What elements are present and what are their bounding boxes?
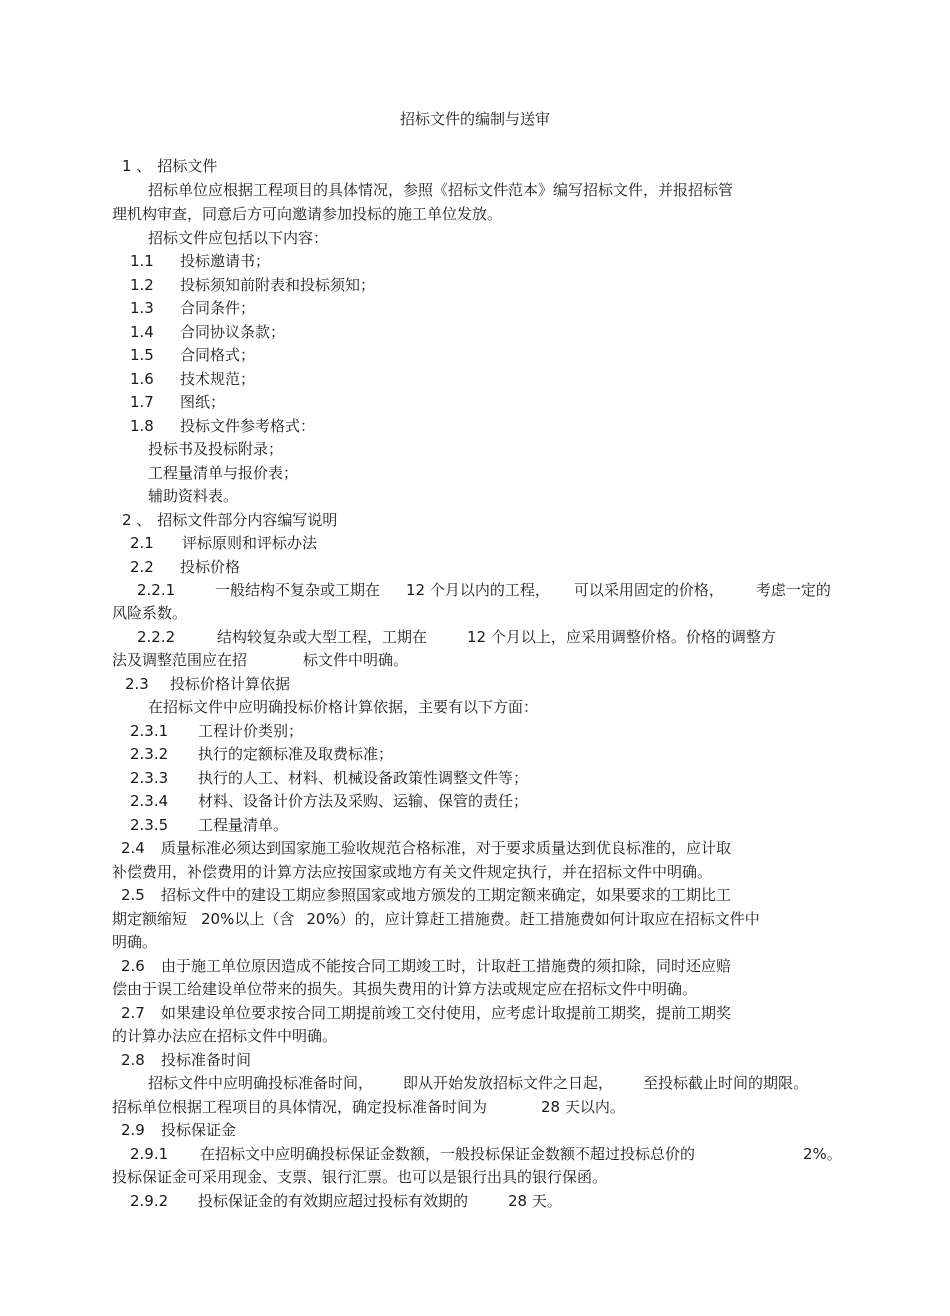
list-item: 1.7 图纸；	[130, 393, 226, 411]
section-1-heading: 1 、 招标文件	[122, 157, 218, 175]
clause-2-9-1: 2.9.1 在招标文中应明确投标保证金数额，一般投标保证金数额不超过投标总价的	[130, 1145, 696, 1163]
subsection-heading: 2.3 投标价格计算依据	[125, 675, 291, 693]
paragraph-line: 投标保证金可采用现金、支票、银行汇票。也可以是银行出具的银行保函。	[112, 1168, 608, 1186]
list-item: 2.3.5 工程量清单。	[130, 816, 289, 834]
paragraph-line: 在招标文件中应明确投标价格计算依据，主要有以下方面：	[148, 698, 539, 716]
list-item: 2.3.4 材料、设备计价方法及采购、运输、保管的责任；	[130, 792, 529, 810]
paragraph-line: 补偿费用，补偿费用的计算方法应按国家或地方有关文件规定执行，并在招标文件中明确。	[112, 863, 713, 881]
clause-2-7: 2.7 如果建设单位要求按合同工期提前竣工交付使用，应考虑计取提前工期奖，提前工期奖	[121, 1004, 732, 1022]
paragraph-line: 招标单位根据工程项目的具体情况，确定投标准备时间为 28 天以内。	[112, 1098, 625, 1116]
paragraph-line: 理机构审查，同意后方可向邀请参加投标的施工单位发放。	[112, 205, 503, 223]
subsection-heading: 2.9 投标保证金	[121, 1121, 237, 1139]
clause-2-2-1: 2.2.1 一般结构不复杂或工期在 12 个月以内的工程， 可以采用固定的价格， 考虑一定的	[137, 581, 831, 599]
paragraph-line: 招标文件应包括以下内容：	[148, 229, 329, 247]
sub-list-item: 投标书及投标附录；	[148, 440, 284, 458]
section-2-heading: 2 、 招标文件部分内容编写说明	[122, 511, 338, 529]
clause-2-2-2: 2.2.2 结构较复杂或大型工程，工期在 12 个月以上，应采用调整价格。价格的调整方	[137, 628, 776, 646]
paragraph-line: 期定额缩短 20%以上（含 20%）的，应计算赶工措施费。赶工措施费如何计取应在招标文件中	[112, 910, 760, 928]
list-item: 1.1 投标邀请书；	[130, 252, 271, 270]
clause-2-9-2: 2.9.2 投标保证金的有效期应超过投标有效期的 28 天。	[130, 1192, 562, 1210]
subsection-heading: 2.1 评标原则和评标办法	[130, 534, 318, 552]
percent-value: 2%。	[803, 1145, 842, 1163]
clause-2-6: 2.6 由于施工单位原因造成不能按合同工期竣工时，计取赶工措施费的须扣除，同时还应赔	[121, 957, 732, 975]
paragraph-line: 招标文件中应明确投标准备时间， 即从开始发放招标文件之日起， 至投标截止时间的期限。	[148, 1074, 809, 1092]
paragraph-line: 偿由于误工给建设单位带来的损失。其损失费用的计算方法或规定应在招标文件中明确。	[112, 980, 698, 998]
sub-list-item: 工程量清单与报价表；	[148, 464, 299, 482]
list-item: 2.3.2 执行的定额标准及取费标准；	[130, 745, 394, 763]
clause-2-4: 2.4 质量标准必须达到国家施工验收规范合格标准，对于要求质量达到优良标准的，应计取	[121, 839, 732, 857]
paragraph-line: 招标单位应根据工程项目的具体情况，参照《招标文件范本》编写招标文件，并报招标管	[148, 181, 734, 199]
paragraph-line: 的计算办法应在招标文件中明确。	[112, 1027, 338, 1045]
list-item: 1.2 投标须知前附表和投标须知；	[130, 276, 376, 294]
list-item: 1.8 投标文件参考格式：	[130, 417, 316, 435]
paragraph-line: 法及调整范围应在招 标文件中明确。	[112, 651, 409, 669]
clause-2-5: 2.5 招标文件中的建设工期应参照国家或地方颁发的工期定额来确定，如果要求的工期比工	[121, 886, 732, 904]
subsection-heading: 2.2 投标价格	[130, 558, 241, 576]
list-item: 1.3 合同条件；	[130, 299, 256, 317]
list-item: 1.4 合同协议条款；	[130, 323, 286, 341]
list-item: 1.5 合同格式；	[130, 346, 256, 364]
paragraph-line: 明确。	[112, 933, 158, 951]
sub-list-item: 辅助资料表。	[148, 487, 239, 505]
list-item: 2.3.3 执行的人工、材料、机械设备政策性调整文件等；	[130, 769, 529, 787]
paragraph-line: 风险系数。	[112, 604, 188, 622]
subsection-heading: 2.8 投标准备时间	[121, 1051, 252, 1069]
list-item: 2.3.1 工程计价类别；	[130, 722, 304, 740]
list-item: 1.6 技术规范；	[130, 370, 256, 388]
doc-title: 招标文件的编制与送审	[399, 110, 550, 128]
